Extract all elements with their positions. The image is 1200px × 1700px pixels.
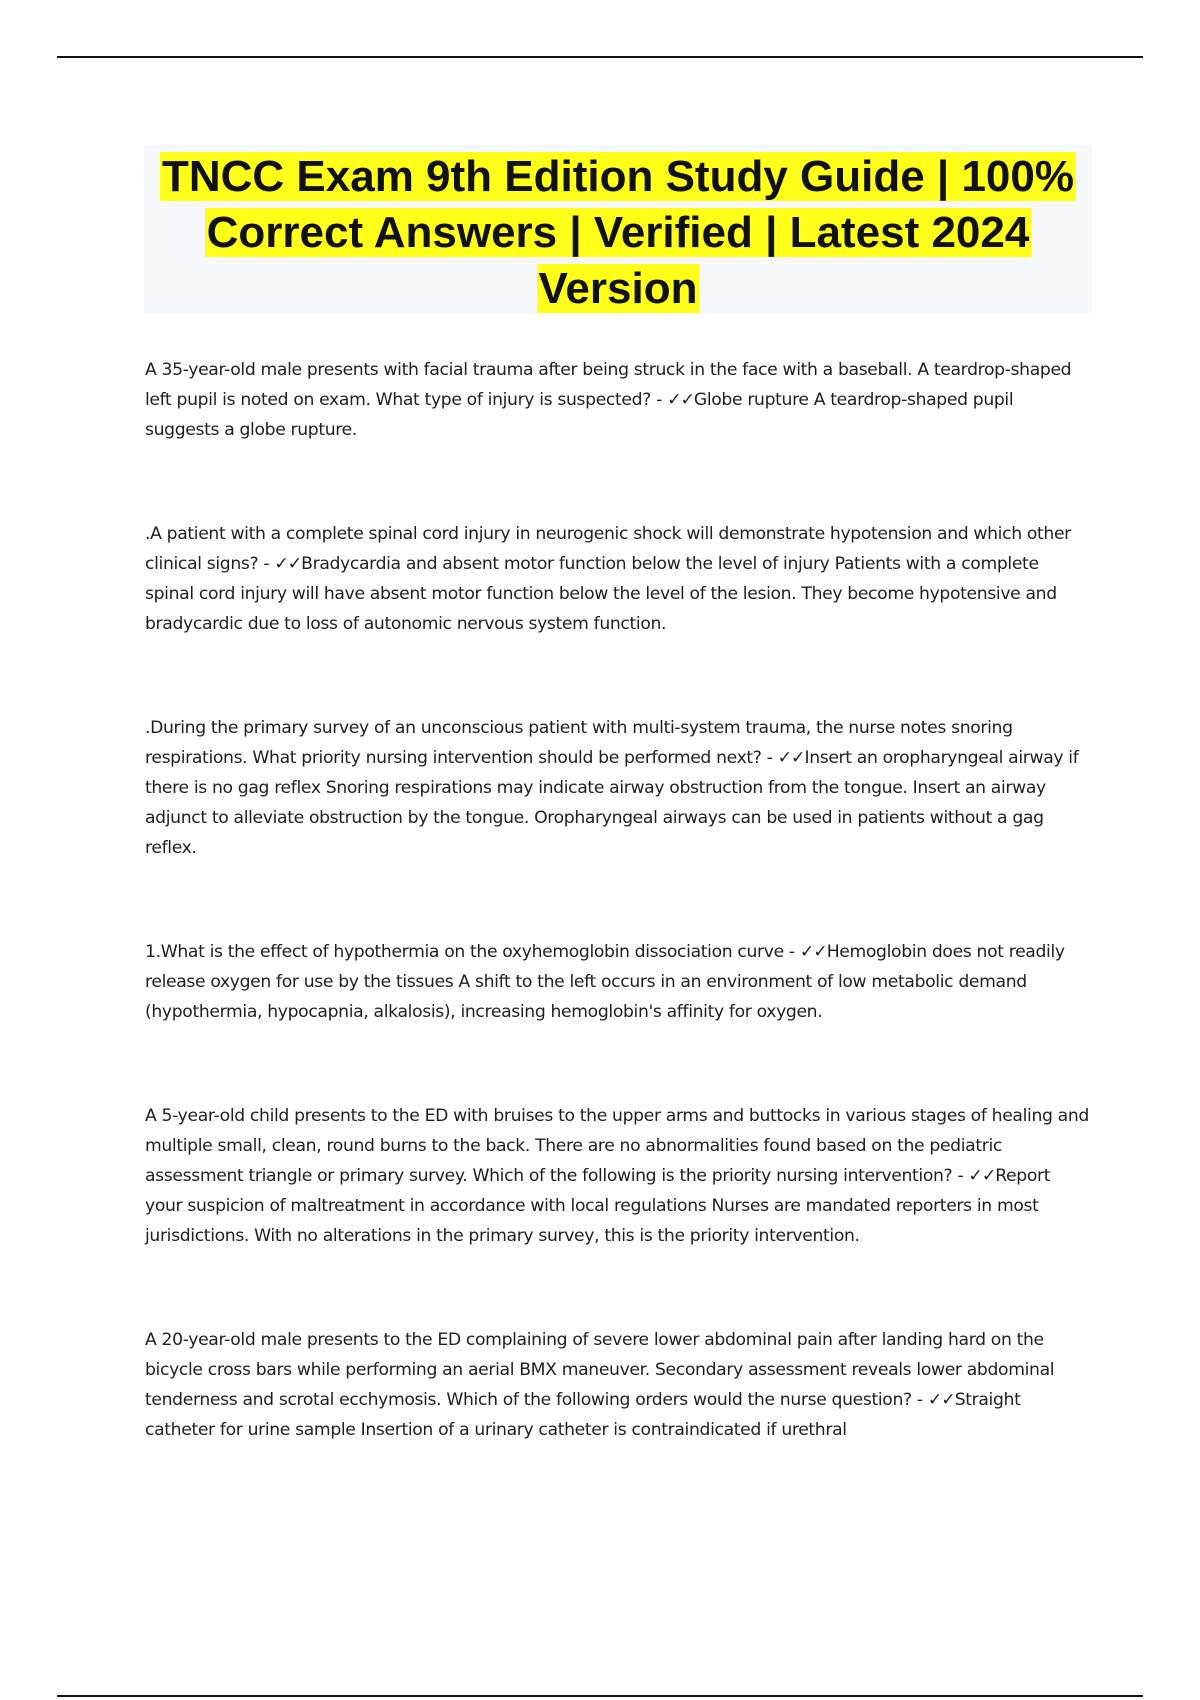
separator: -	[783, 942, 800, 962]
title-box	[144, 145, 1092, 313]
top-rule	[57, 56, 1143, 58]
qa-entry-1	[145, 355, 1090, 445]
check-mark-icon: ✓✓	[777, 748, 805, 768]
question-text: A 20-year-old male presents to the ED complaining of severe lower abdominal pain after landing hard on the bicycle cross bars while performing an aerial BMX maneuver. Secondary assessment reveals lower abdominal tenderness and scrotal ecchymosis. Which of the following orders would the nurse question?	[145, 1330, 1055, 1410]
qa-entry-5	[145, 1101, 1090, 1251]
qa-entry-3	[145, 713, 1090, 863]
question-list	[145, 355, 1090, 1519]
qa-entry-2	[145, 519, 1090, 639]
check-mark-icon: ✓✓	[799, 942, 827, 962]
qa-entry-4	[145, 937, 1090, 1027]
answer-text: Bradycardia and absent motor function below the level of injury Patients with a complete spinal cord injury will have absent motor function below the level of the lesion. They become hypotensive and bradycardic due to loss of autonomic nervous system function.	[145, 554, 1057, 634]
title-highlight: TNCC Exam 9th Edition Study Guide | 100% Correct Answers | Verified | Latest 2024 Version	[161, 152, 1074, 313]
answer-text: Report your suspicion of maltreatment in accordance with local regulations Nurses are mandated reporters in most jurisdictions. With no alterations in the primary survey, this is the priority intervention.	[145, 1166, 1051, 1246]
question-text: .A patient with a complete spinal cord injury in neurogenic shock will demonstrate hypotension and which other clinical signs?	[145, 524, 1071, 574]
separator: -	[952, 1166, 969, 1186]
check-mark-icon: ✓✓	[927, 1390, 955, 1410]
check-mark-icon: ✓✓	[968, 1166, 996, 1186]
page-title	[144, 145, 1092, 317]
answer-text: Hemoglobin does not readily release oxygen for use by the tissues A shift to the left occurs in an environment of low metabolic demand (hypothermia, hypocapnia, alkalosis), increasing hemoglobin's affinity for oxygen.	[145, 942, 1065, 1022]
bottom-rule	[57, 1695, 1143, 1697]
answer-text: Insert an oropharyngeal airway if there is no gag reflex Snoring respirations may indicate airway obstruction from the tongue. Insert an airway adjunct to alleviate obstruction by the tongue. Oropharyngeal airways can be used in patients without a gag reflex.	[145, 748, 1079, 858]
check-mark-icon: ✓✓	[274, 554, 302, 574]
question-text: A 35-year-old male presents with facial trauma after being struck in the face with a baseball. A teardrop-shaped left pupil is noted on exam. What type of injury is suspected?	[145, 360, 1072, 410]
answer-text: Straight catheter for urine sample Insertion of a urinary catheter is contraindicated if urethral	[145, 1390, 1021, 1440]
separator: -	[761, 748, 778, 768]
qa-entry-6	[145, 1325, 1090, 1445]
question-text: 1.What is the effect of hypothermia on the oxyhemoglobin dissociation curve	[145, 942, 784, 962]
answer-text: Globe rupture A teardrop-shaped pupil suggests a globe rupture.	[145, 390, 1014, 440]
separator: -	[258, 554, 275, 574]
check-mark-icon: ✓✓	[667, 390, 694, 410]
separator: -	[911, 1390, 928, 1410]
question-text: .During the primary survey of an unconscious patient with multi-system trauma, the nurse notes snoring respirations. What priority nursing intervention should be performed next?	[145, 718, 1013, 768]
question-text: A 5-year-old child presents to the ED with bruises to the upper arms and buttocks in various stages of healing and multiple small, clean, round burns to the back. There are no abnormalities found based on the pediatric assessment triangle or primary survey. Which of the following is the priority nursing intervention?	[145, 1106, 1089, 1186]
separator: -	[650, 390, 668, 410]
